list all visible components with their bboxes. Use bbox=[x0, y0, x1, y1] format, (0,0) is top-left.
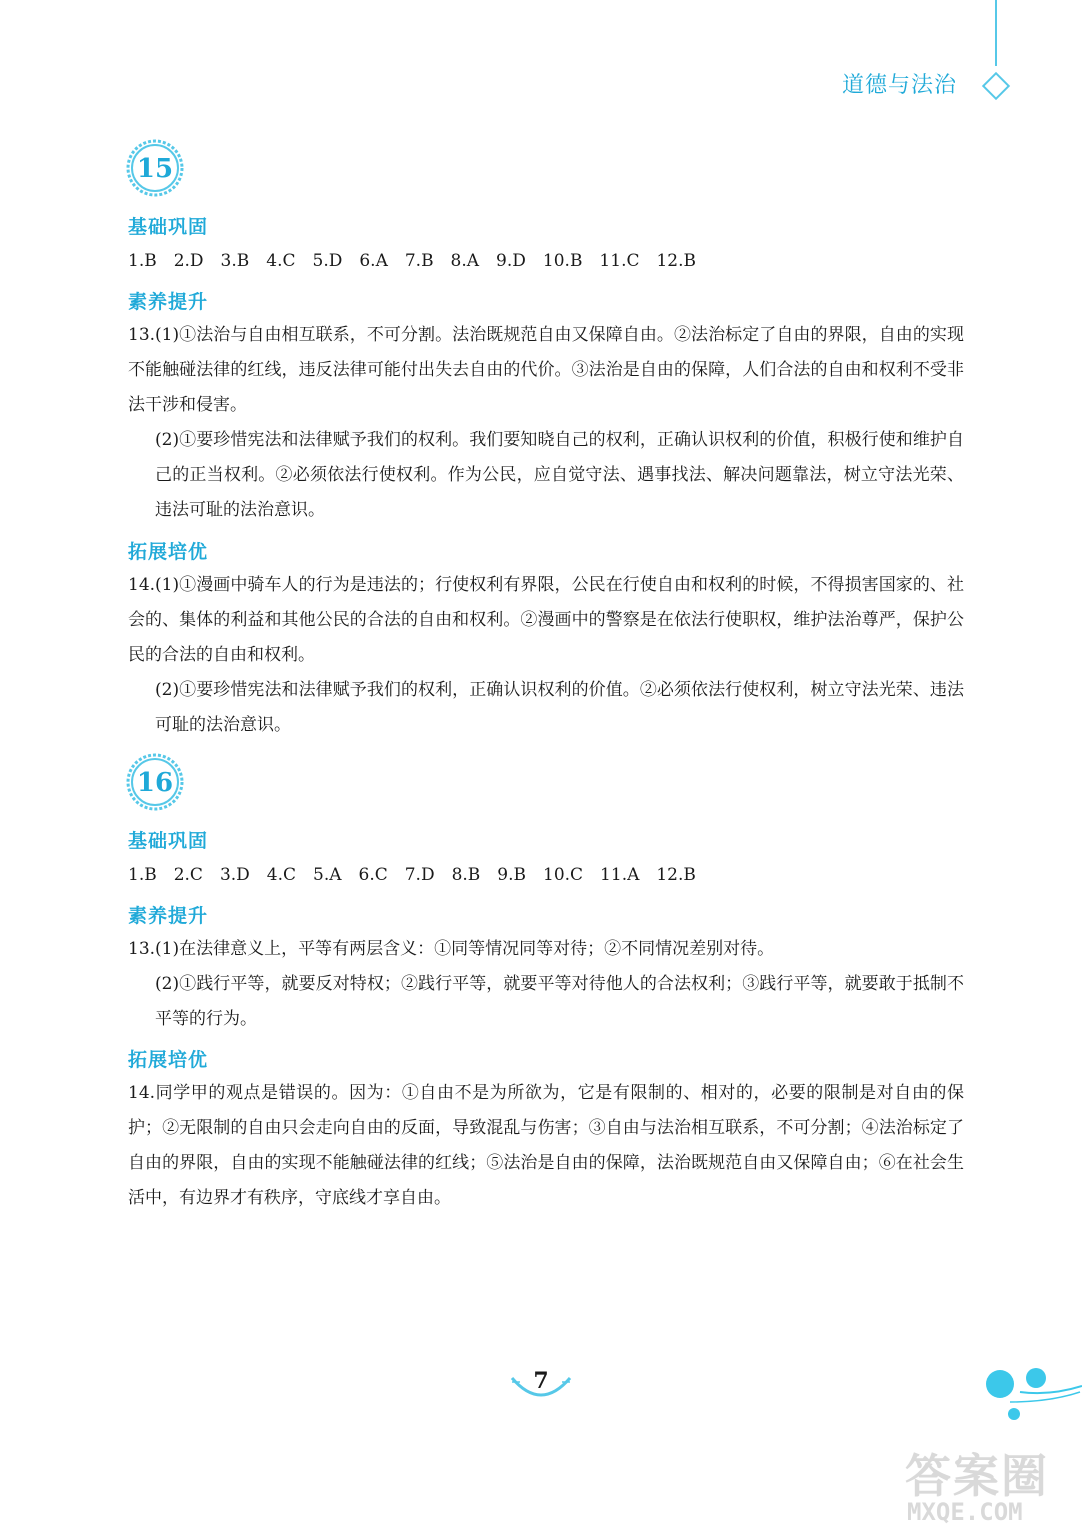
q13-part1-15: 13.(1)①法治与自由相互联系，不可分割。法治既规范自由又保障自由。②法治标定了自由的界限，自由的实现不能触碰法律的红线，违反法律可能付出失去自由的代价。③法治是自由的保障，人们合法的自由和权利不受非法干涉和侵害。 bbox=[128, 325, 964, 415]
section-basic-15: 基础巩固 bbox=[128, 216, 209, 238]
subject-title: 道德与法治 bbox=[842, 73, 958, 98]
section-improve-15: 素养提升 bbox=[128, 291, 209, 313]
q14-answer-16: 14.同学甲的观点是错误的。因为：①自由不是为所欲为，它是有限制的、相对的，必要的限制是对自由的保护；②无限制的自由只会走向自由的反面，导致混乱与伤害；③自由与法治相互联系，不可分割；④法治标定了自由的界限，自由的实现不能触碰法律的红线；⑤法治是自由的保障，法治既规范自由又保障自由；⑥在社会生活中，有边界才有秩序，守底线才享自由。 bbox=[128, 1083, 964, 1208]
section-improve-16: 素养提升 bbox=[128, 905, 209, 927]
watermark-en: MXQE.COM bbox=[907, 1498, 1023, 1526]
page-number bbox=[0, 1364, 1082, 1412]
diamond-icon bbox=[982, 72, 1010, 100]
q14-part1-15: 14.(1)①漫画中骑车人的行为是违法的；行使权利有界限，公民在行使自由和权利的时候，不得损害国家的、社会的、集体的利益和其他公民的合法的自由和权利。②漫画中的警察是在依法行使职权，维护法治尊严，保护公民的合法的自由和权利。 bbox=[128, 575, 964, 665]
section-extend-16: 拓展培优 bbox=[128, 1049, 209, 1071]
watermark-cn: 答案圈 bbox=[905, 1449, 1049, 1503]
lesson-badge-16 bbox=[126, 753, 184, 811]
basic-answers-15: 1.B 2.D 3.B 4.C 5.D 6.A 7.B 8.A 9.D 10.B 11.C 12.B bbox=[128, 251, 697, 271]
q14-part2-15: (2)①要珍惜宪法和法律赋予我们的权利，正确认识权利的价值。②必须依法行使权利，树立守法光荣、违法可耻的法治意识。 bbox=[155, 680, 964, 735]
page-number-text: 7 bbox=[533, 1368, 549, 1394]
header-vertical-line bbox=[995, 0, 997, 66]
q13-part2-15: (2)①要珍惜宪法和法律赋予我们的权利。我们要知晓自己的权利，正确认识权利的价值，积极行使和维护自己的正当权利。②必须依法行使权利。作为公民，应自觉守法、遇事找法、解决问题靠法，树立守法光荣、违法可耻的法治意识。 bbox=[155, 430, 964, 520]
q13-part2-16: (2)①践行平等，就要反对特权；②践行平等，就要平等对待他人的合法权利；③践行平等，就要敢于抵制不平等的行为。 bbox=[155, 974, 964, 1029]
decorative-dots-icon bbox=[980, 1362, 1082, 1432]
watermark bbox=[905, 1440, 1075, 1532]
basic-answers-16: 1.B 2.C 3.D 4.C 5.A 6.C 7.D 8.B 9.B 10.C 11.A 12.B bbox=[128, 865, 696, 885]
lesson-badge-15 bbox=[126, 139, 184, 197]
section-basic-16: 基础巩固 bbox=[128, 830, 209, 852]
lesson-number-15: 15 bbox=[136, 154, 174, 184]
q13-part1-16: 13.(1)在法律意义上，平等有两层含义：①同等情况同等对待；②不同情况差别对待。 bbox=[128, 939, 775, 959]
lesson-number-16: 16 bbox=[136, 768, 174, 798]
section-extend-15: 拓展培优 bbox=[128, 541, 209, 563]
